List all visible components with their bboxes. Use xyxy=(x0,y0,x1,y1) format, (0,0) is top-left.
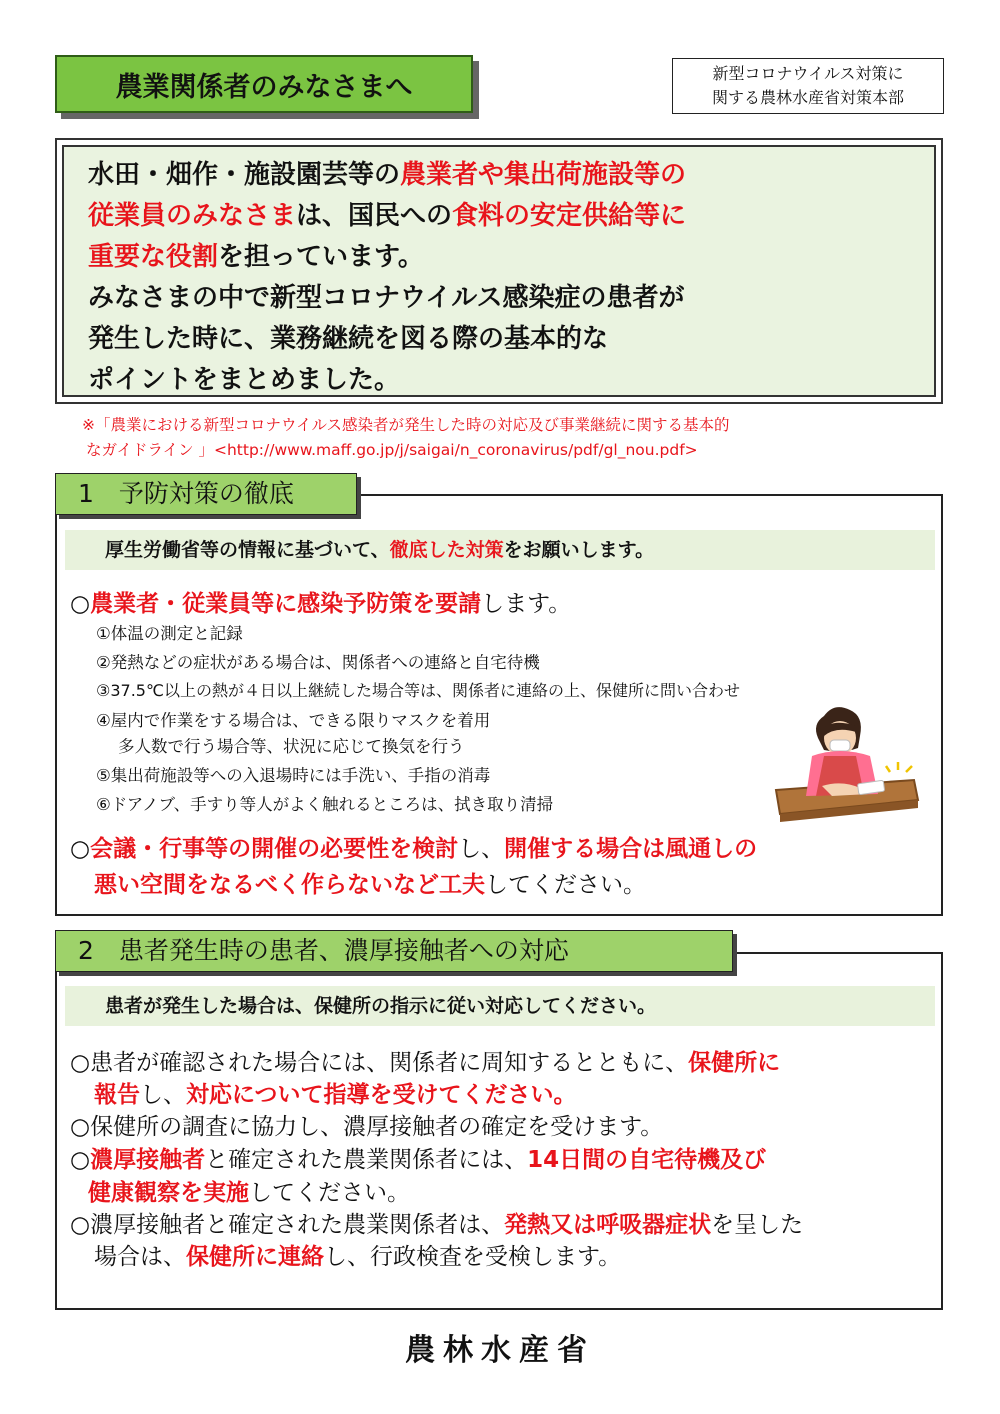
measure-item: ④屋内で作業をする場合は、できる限りマスクを着用 xyxy=(96,711,491,730)
response-text: してください。 xyxy=(249,1180,410,1206)
bullet-text: し、 xyxy=(458,836,505,862)
response-text: ○患者が確認された場合には、関係者に周知するとともに、 xyxy=(70,1050,689,1076)
response-item-report-continued xyxy=(94,1076,577,1109)
response-item-close-contact xyxy=(70,1141,766,1174)
bullet-highlight: 開催する場合は風通しの xyxy=(504,836,758,862)
response-item-cooperate: ○保健所の調査に協力し、濃厚接触者の確定を受けます。 xyxy=(70,1114,664,1140)
bullet-text: してください。 xyxy=(485,872,646,898)
response-text: し、 xyxy=(140,1082,186,1108)
intro-text xyxy=(62,145,936,397)
intro-line-5: 発生した時に、業務継続を図る際の基本的な xyxy=(88,324,609,354)
response-text: を呈した xyxy=(711,1212,804,1238)
intro-highlight: 農業者や集出荷施設等の xyxy=(400,160,687,190)
response-text: し、行政検査を受検します。 xyxy=(324,1244,622,1270)
intro-highlight: 食料の安定供給等に xyxy=(452,201,687,231)
bullet-meeting-consideration xyxy=(70,830,757,863)
response-text: ○ xyxy=(70,1147,91,1173)
measure-item: ⑤集出荷施設等への入退場時には手洗い、手指の消毒 xyxy=(96,766,491,785)
guideline-note xyxy=(82,413,962,463)
bullet-meeting-continued xyxy=(94,866,646,899)
response-highlight: 濃厚接触者 xyxy=(90,1147,206,1173)
department-box xyxy=(672,58,944,114)
response-highlight: 対応について指導を受けてください。 xyxy=(186,1082,577,1108)
response-text: と確定された農業関係者には、 xyxy=(205,1147,528,1173)
response-highlight: 保健所に xyxy=(688,1050,781,1076)
response-highlight: 発熱又は呼吸器症状 xyxy=(504,1212,712,1238)
response-item-report xyxy=(70,1044,780,1077)
measure-item: 多人数で行う場合等、状況に応じて換気を行う xyxy=(118,737,465,756)
subheading-text: 厚生労働省等の情報に基づいて、 xyxy=(105,539,390,561)
measure-item: ②発熱などの症状がある場合は、関係者への連絡と自宅待機 xyxy=(96,653,540,672)
section-2-heading: 2 患者発生時の患者、濃厚接触者への対応 xyxy=(55,930,733,972)
measure-item: ③37.5℃以上の熱が４日以上継続した場合等は、関係者に連絡の上、保健所に問い合わせ xyxy=(96,681,740,700)
bullet-mark: ○ xyxy=(70,591,91,617)
page-title: 農業関係者のみなさまへ xyxy=(55,55,473,113)
response-text: ○濃厚接触者と確定された農業関係者は、 xyxy=(70,1212,505,1238)
cleaning-person-illustration xyxy=(772,696,922,828)
subheading-text: をお願いします。 xyxy=(503,539,655,561)
subheading-highlight: 徹底した対策 xyxy=(389,539,504,561)
guideline-note-line-1: ※「農業における新型コロナウイルス感染者が発生した時の対応及び事業継続に関する基本的 xyxy=(82,416,730,434)
bullet-mark: ○ xyxy=(70,836,91,862)
response-highlight: 健康観察を実施 xyxy=(88,1180,249,1206)
ministry-name: 農林水産省 xyxy=(405,1333,595,1368)
response-highlight: 保健所に連絡 xyxy=(186,1244,324,1270)
intro-box xyxy=(55,138,943,404)
response-text: 場合は、 xyxy=(94,1244,186,1270)
measure-item: ①体温の測定と記録 xyxy=(96,624,243,643)
response-highlight: 14日間の自宅待機及び xyxy=(527,1147,767,1173)
intro-line-6: ポイントをまとめました。 xyxy=(88,365,401,395)
department-line-2: 関する農林水産省対策本部 xyxy=(711,88,904,107)
bullet-highlight: 悪い空間をなるべく作らないなど工夫 xyxy=(94,872,485,898)
bullet-infection-prevention xyxy=(70,585,571,618)
response-highlight: 報告 xyxy=(94,1082,140,1108)
response-item-close-contact-continued xyxy=(88,1174,410,1207)
intro-highlight: 従業員のみなさま xyxy=(88,201,297,231)
section-1-subheading xyxy=(65,530,935,570)
intro-highlight: 重要な役割 xyxy=(88,242,219,272)
intro-text-segment: は、国民への xyxy=(296,201,453,231)
section-2-subheading: 患者が発生した場合は、保健所の指示に従い対応してください。 xyxy=(65,986,935,1026)
bullet-text: します。 xyxy=(481,591,572,617)
intro-line-2 xyxy=(88,196,934,237)
section-1-heading: 1 予防対策の徹底 xyxy=(55,473,357,515)
response-item-symptoms-continued xyxy=(94,1238,621,1271)
bullet-highlight: 農業者・従業員等に感染予防策を要請 xyxy=(90,591,482,617)
intro-line-4: みなさまの中で新型コロナウイルス感染症の患者が xyxy=(88,283,685,313)
department-line-1: 新型コロナウイルス対策に xyxy=(712,64,904,83)
intro-text-segment: を担っています。 xyxy=(218,242,424,272)
response-item-symptoms xyxy=(70,1206,803,1239)
intro-text-segment: 水田・畑作・施設園芸等の xyxy=(88,160,401,190)
guideline-link[interactable]: なガイドライン 」<http://www.maff.go.jp/j/saigai/n_coronavirus/pdf/gl_nou.pdf> xyxy=(86,441,698,459)
measure-item: ⑥ドアノブ、手すり等人がよく触れるところは、拭き取り清掃 xyxy=(96,795,554,814)
intro-line-1 xyxy=(88,155,934,196)
bullet-highlight: 会議・行事等の開催の必要性を検討 xyxy=(90,836,459,862)
intro-line-3 xyxy=(88,237,934,278)
